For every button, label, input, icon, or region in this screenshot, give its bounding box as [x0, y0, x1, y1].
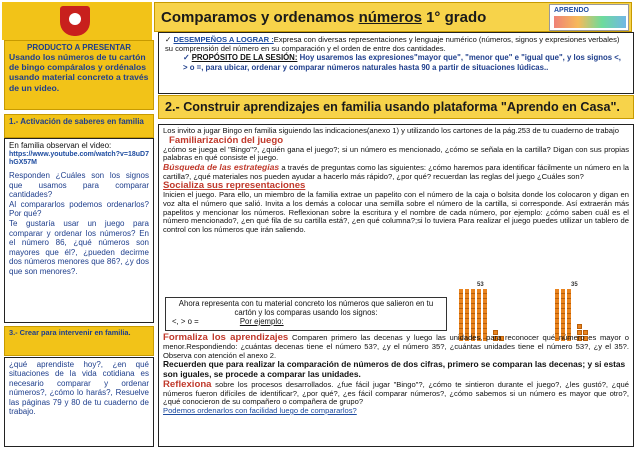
act1-heading: 1.- Activación de saberes en familia [4, 114, 154, 138]
bus-block: Búsqueda de las estrategias a través de preguntas como las siguientes: ¿cómo haremos para identificar fácilmente un número en la cartilla?, ¿qué materiales nos pueden ayudar a hacerlo más rápido?, ¿por qué? recuerdan las reglas del juego ¿Cuáles son? [163, 161, 629, 181]
shield-icon [60, 6, 90, 36]
school-logo [2, 2, 152, 40]
example-box [165, 297, 447, 331]
example-signs: <, > o = Por ejemplo: [172, 316, 284, 326]
number-a-label: 53 [477, 282, 484, 288]
act1-q3: Te gustaría usar un juego para comparar y ordenar los números? En el número 86, ¿qué números son mayores que él?, ¿pueden decirme dos números menores que 86?, ¿y dos que son menores?. [9, 218, 149, 276]
producto-box [4, 40, 154, 110]
final-question: Podemos ordenarlos con facilidad luego de compararlos? [163, 405, 357, 415]
aprendo-badge: APRENDO [549, 4, 629, 31]
producto-heading: PRODUCTO A PRESENTAR [26, 43, 131, 52]
act1-intro: En familia observan el video: [9, 141, 112, 150]
form-block: Formaliza los aprendizajes Comparen primero las decenas y luego las unidades, para reconocer qué número es mayor o menor.Respondiendo: ¿cuántas decenas tiene el número 53?, ¿y el número 35?, ¿cuántas unidades tiene el número 53?, ¿y el 35?. Observa con atención el anexo 2. [163, 332, 629, 360]
section2-header: 2.- Construir aprendizajes en familia usando plataforma "Aprendo en Casa". [158, 95, 634, 119]
soc-text: Inicien el juego. Para ello, un miembro de la familia extrae un papelito con el número de la caja o bolsita donde los colocaron y digan en voz alta el número que salió. Invita a los demás a colocar una semilla sobre el número de la cartilla, si corresponde. Así extraerán más papelitos y mencionar los números. Reflexionan sobre la escritura y el nombre de cada número, por ejemplo: ¿cómo saben cuál es el número mencionado?, ¿en qué fila de su cartilla está?, ¿en qué columna?;si lo tuviera Para realizar el juego puedes utilizar un tablero de control con los números que irán saliendo. [163, 190, 629, 234]
page-title-banner [154, 2, 632, 32]
refl-block: Reflexiona sobre los procesos desarrollados. ¿fue fácil jugar "Bingo"?, ¿cómo te sintieron durante el juego?, ¿les gustó?, ¿qué números fueron difíciles de identificar?, ¿por qué?, ¿es fácil comparar números?, ¿cómo sabemos si un número es mayor que otro?, ¿qué conocieron de su compañero o compañera de grupo? [163, 378, 629, 407]
desempeno-text: ✓ DESEMPEÑOS A LOGRAR :Expresa con diversas representaciones y lenguaje numérico (números, signos y expresiones verbales) su comprensión del número en su comparación y el orden de entre dos cantidades. [165, 35, 620, 53]
number-b-label: 35 [571, 282, 578, 288]
unit-cube [577, 324, 582, 329]
act3-text: ¿qué aprendiste hoy?, ¿en qué situaciones de la vida cotidiana es necesario comparar y ordenar números?, ¿cómo lo harás?, Resuelve las páginas 79 y 80 de tu cuaderno de trabajo. [9, 360, 149, 417]
act3-heading: 3.- Crear para intervenir en familia. [4, 326, 154, 356]
act1-q1: Responden ¿Cuáles son los signos que usamos para comparar cantidades? [9, 171, 149, 200]
desempeno-box [158, 32, 634, 94]
soc-title: Socializa sus representaciones [163, 180, 306, 192]
producto-text: Usando los números de tu cartón de bingo compáralos y ordénalos usando material concreto a través de un video. [9, 52, 149, 93]
recuerden-text: Recuerden que para realizar la comparación de números de dos cifras, primero se comparan las decenas; y si estas son iguales, se procede a comparar las unidades. [163, 359, 626, 379]
act3-box [4, 357, 154, 447]
fam-title: Familiarización del juego [169, 134, 284, 146]
example-text: Ahora representa con tu material concreto los números que salieron en tu cartón y los comparas usando los signos: [178, 299, 434, 317]
fam-text: ¿cómo se juega el "Bingo"?, ¿quién gana el juego?; si un número es mencionado, ¿cómo se señala en la cartilla? Digan con sus propias palabras en qué consiste el juego. [163, 144, 629, 163]
act1-box [4, 138, 154, 323]
main-content [158, 124, 634, 447]
proposito-text: ✓ PROPÓSITO DE LA SESIÓN: Hoy usaremos las expresiones"mayor que", "menor que" e "igual que", y los signos <, > o =, para ubicar, ordenar y comparar números naturales hasta 90 a partir de situaciones lúdicas.. [183, 53, 621, 72]
page-title: Comparamos y ordenamos números 1° grado [161, 9, 487, 26]
act1-q2: Al compararlos podemos ordenarlos? Por qué? [9, 199, 149, 219]
main-intro: Los invito a jugar Bingo en familia siguiendo las indicaciones(anexo 1) y utilizando los cartones de la pág.253 de tu cuaderno de trabajo [163, 126, 619, 135]
video-link[interactable]: https://www.youtube.com/watch?v=18uD7hGX57M [9, 150, 149, 166]
